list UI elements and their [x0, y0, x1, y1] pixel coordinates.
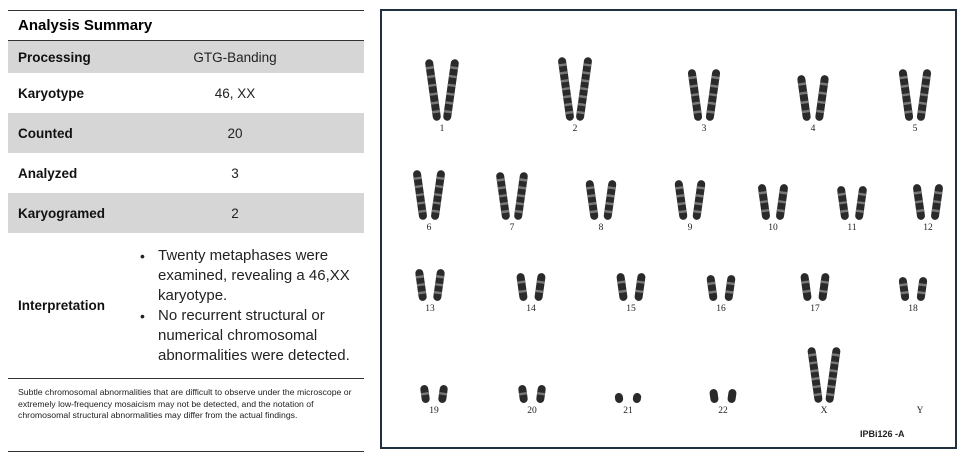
analyzed-value: 3: [231, 165, 239, 181]
chromosome-pair-13: [415, 269, 445, 314]
chromosome-label-4: 4: [810, 124, 816, 134]
chromosome-pair-4: [797, 75, 829, 134]
karyogramed-value: 2: [231, 205, 239, 221]
chromosome-label-11: 11: [847, 223, 857, 233]
chromosome-pair-15: [616, 273, 646, 314]
chromosome-pair-9: [674, 180, 705, 233]
chromosome-pair-5: [898, 69, 931, 134]
chromosome-pair-19: [420, 385, 448, 416]
row-processing: [8, 41, 364, 73]
chromosome-pair-y: [917, 406, 924, 416]
chromosome-label-9: 9: [687, 223, 693, 233]
karyogramed-label: Karyogramed: [18, 205, 106, 221]
interpretation-text: Twenty metaphases were examined, revealing a 46,XX karyotype.: [158, 246, 350, 304]
counted-value: 20: [227, 125, 243, 141]
interpretation-text: No recurrent structural or numerical chromosomal abnormalities were detected.: [158, 306, 350, 364]
chromosome-label-14: 14: [526, 304, 536, 314]
analysis-summary-table: [8, 10, 364, 452]
chromosome-pair-17: [800, 273, 830, 314]
chromosome-pair-6: [413, 170, 446, 233]
chromosome-label-1: 1: [439, 124, 445, 134]
chromosome-pair-3: [687, 69, 720, 134]
chromosome-pair-7: [496, 172, 529, 233]
chromosome-label-y: Y: [916, 406, 924, 416]
counted-label: Counted: [18, 125, 73, 141]
row-karyotype: [8, 73, 364, 113]
chromosome-pair-22: [709, 389, 737, 416]
chromosome-pair-12: [913, 184, 944, 233]
processing-label: Processing: [18, 49, 91, 65]
chromosome-label-13: 13: [425, 304, 435, 314]
chromosome-pair-14: [516, 273, 546, 314]
interpretation-point: [140, 306, 364, 366]
bullet-icon: •: [140, 247, 145, 264]
chromosome-pair-21: [614, 392, 641, 416]
chromosome-label-20: 20: [527, 406, 537, 416]
chromosome-label-15: 15: [626, 304, 636, 314]
sample-id-label: IPBi126 -A: [860, 429, 905, 439]
karyotype-label: Karyotype: [18, 85, 85, 101]
chromosome-pair-10: [758, 184, 789, 233]
chromosome-label-17: 17: [810, 304, 820, 314]
chromosome-pair-16: [706, 275, 736, 314]
processing-value: GTG-Banding: [193, 49, 277, 65]
karyotype-value: 46, XX: [214, 85, 256, 101]
chromosome-label-19: 19: [429, 406, 439, 416]
row-analyzed: [8, 153, 364, 193]
chromosome-pair-18: [898, 277, 927, 314]
chromosome-label-18: 18: [908, 304, 918, 314]
analyzed-label: Analyzed: [18, 165, 78, 181]
chromosome-label-7: 7: [509, 223, 515, 233]
karyogram-panel: [380, 9, 957, 449]
chromosome-label-x: X: [820, 406, 828, 416]
disclaimer-footnote: Subtle chromosomal abnormalities that are difficult to observe under the microscope or extremely low-frequency mosaicism may not be detected, and the notation of chromosomal structural abnormalities may differ from the actual findings.: [18, 387, 352, 420]
interpretation-point: [140, 246, 364, 306]
chromosome-pair-8: [585, 180, 616, 233]
chromosome-pair-1: [425, 59, 460, 134]
row-counted: [8, 113, 364, 153]
chromosome-label-6: 6: [426, 223, 432, 233]
bullet-icon: •: [140, 307, 145, 324]
chromosome-label-3: 3: [701, 124, 707, 134]
summary-title: Analysis Summary: [8, 11, 364, 41]
row-interpretation: [8, 233, 364, 379]
chromosome-label-8: 8: [598, 223, 604, 233]
interpretation-label: Interpretation: [18, 298, 106, 313]
chromosome-pair-x: [807, 347, 841, 416]
karyogram-figure: [382, 11, 955, 447]
chromosome-label-2: 2: [572, 124, 578, 134]
chromosome-label-5: 5: [912, 124, 918, 134]
row-karyogramed: [8, 193, 364, 233]
chromosome-label-21: 21: [623, 406, 633, 416]
interpretation-list: [136, 246, 364, 366]
chromosome-label-12: 12: [923, 223, 933, 233]
chromosome-pair-20: [518, 385, 546, 416]
chromosome-label-22: 22: [718, 406, 728, 416]
chromosome-pair-2: [558, 57, 593, 134]
chromosome-label-16: 16: [716, 304, 726, 314]
chromosome-label-10: 10: [768, 223, 778, 233]
chromosome-pair-11: [837, 186, 868, 233]
